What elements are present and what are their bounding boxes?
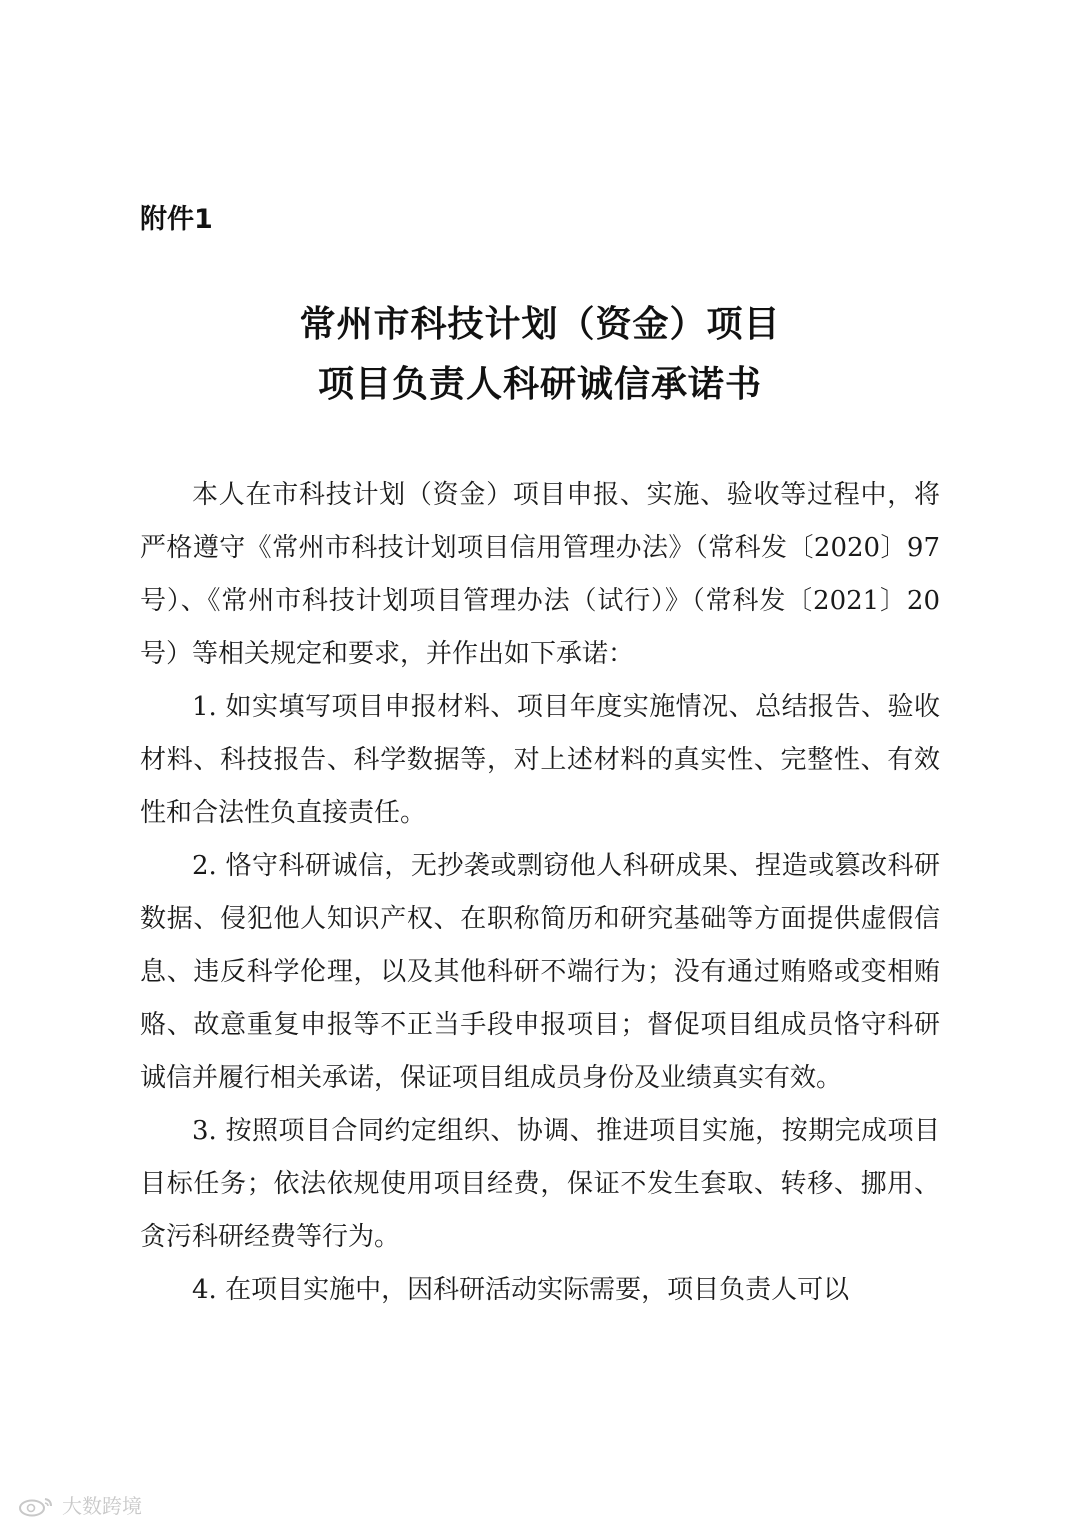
commitment-item-2: 2. 恪守科研诚信，无抄袭或剽窃他人科研成果、捏造或篡改科研数据、侵犯他人知识产权、在职称简历和研究基础等方面提供虚假信息、违反科学伦理，以及其他科研不端行为；没有通过贿赂或变相贿赂、故意重复申报等不正当手段申报项目；督促项目组成员恪守科研诚信并履行相关承诺，保证项目组成员身份及业绩真实有效。 xyxy=(140,851,940,1093)
weibo-logo-icon xyxy=(18,1495,56,1517)
commitment-item-3: 3. 按照项目合同约定组织、协调、推进项目实施，按期完成项目目标任务；依法依规使用项目经费，保证不发生套取、转移、挪用、贪污科研经费等行为。 xyxy=(140,1116,940,1252)
attachment-label: 附件1 xyxy=(140,204,213,235)
watermark xyxy=(18,1493,142,1519)
commitment-item-1: 1. 如实填写项目申报材料、项目年度实施情况、总结报告、验收材料、科技报告、科学数据等，对上述材料的真实性、完整性、有效性和合法性负直接责任。 xyxy=(140,692,940,828)
title-line-2: 项目负责人科研诚信承诺书 xyxy=(317,364,762,405)
document-body xyxy=(140,469,940,1317)
watermark-text: 大数跨境 xyxy=(62,1494,142,1518)
title-line-1: 常州市科技计划（资金）项目 xyxy=(299,304,781,345)
intro-paragraph: 本人在市科技计划（资金）项目申报、实施、验收等过程中，将严格遵守《常州市科技计划项目信用管理办法》（常科发〔2020〕97号）、《常州市科技计划项目管理办法（试行）》（常科发〔2021〕20号）等相关规定和要求，并作出如下承诺： xyxy=(140,480,940,669)
document-title xyxy=(140,296,940,414)
commitment-item-4: 4. 在项目实施中，因科研活动实际需要，项目负责人可以 xyxy=(192,1275,850,1305)
